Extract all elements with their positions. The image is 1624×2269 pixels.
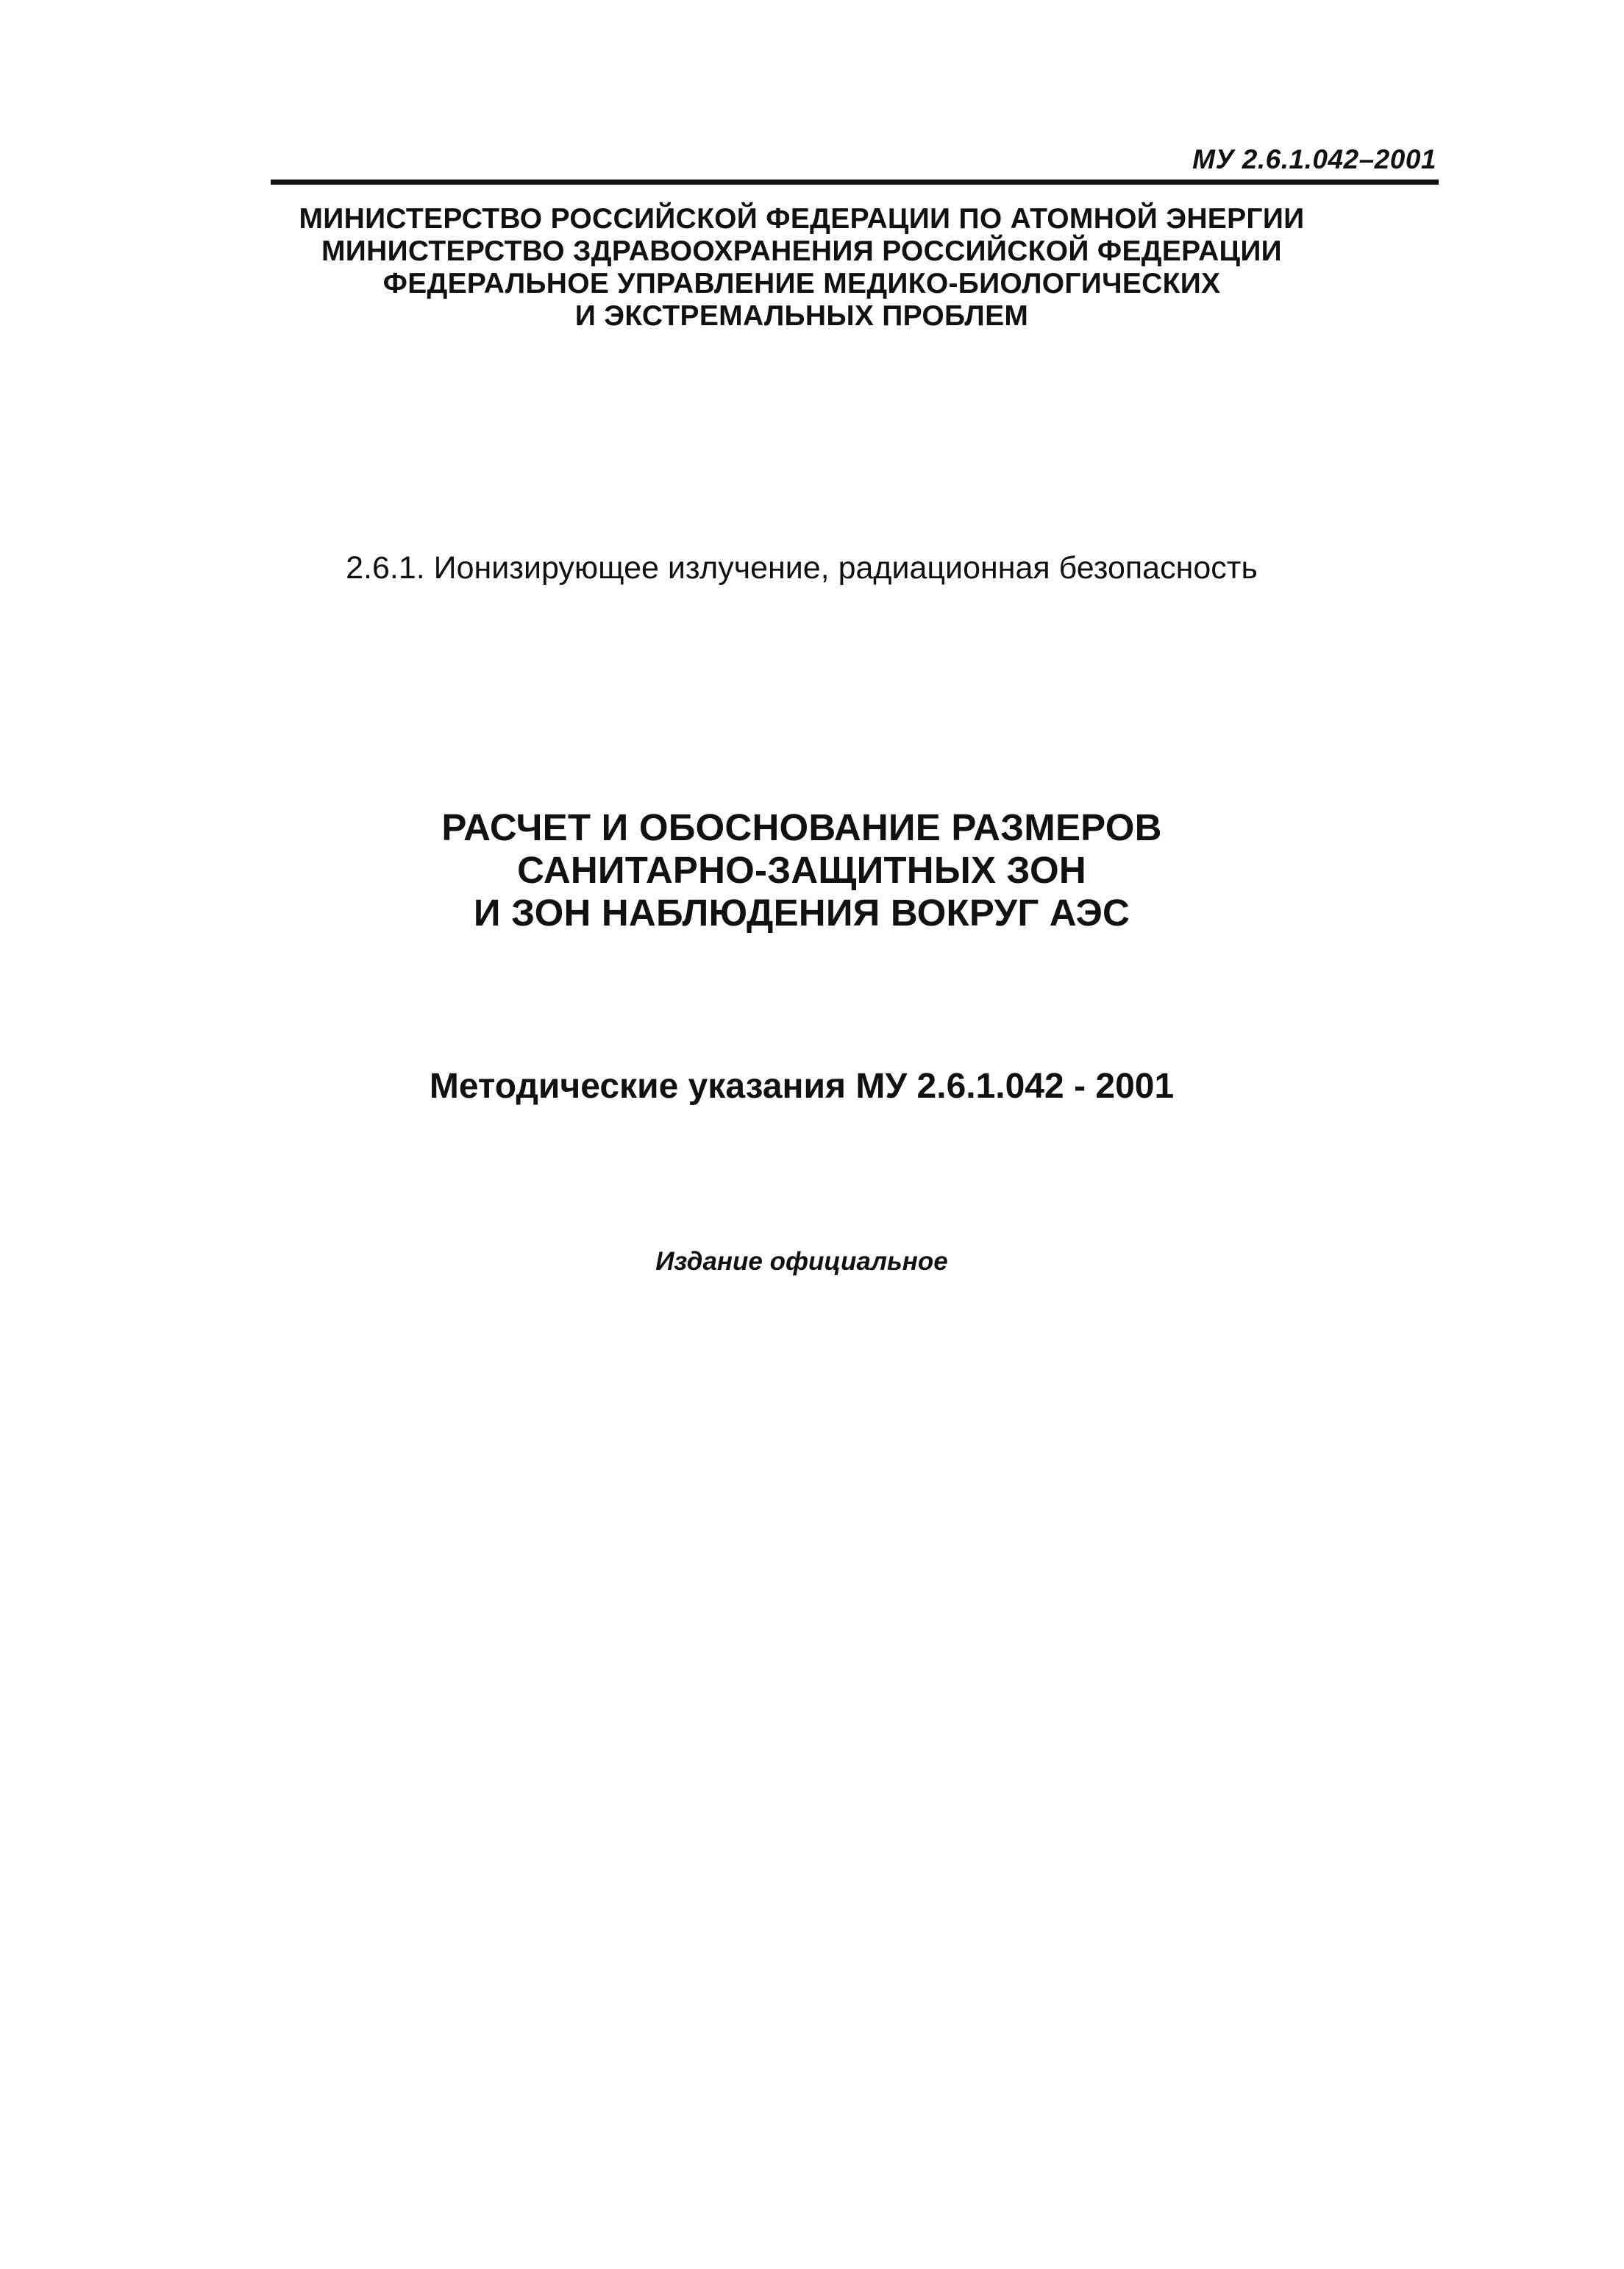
title-line: И ЗОН НАБЛЮДЕНИЯ ВОКРУГ АЭС (473, 892, 1130, 934)
document-code: МУ 2.6.1.042–2001 (1192, 144, 1436, 174)
issuing-authorities (221, 203, 1383, 333)
header-rule (271, 180, 1439, 185)
authority-line: И ЭКСТРЕМАЛЬНЫХ ПРОБЛЕМ (574, 300, 1029, 332)
authority-line: МИНИСТЕРСТВО ЗДРАВООХРАНЕНИЯ РОССИЙСКОЙ ФЕДЕРАЦИИ (321, 235, 1282, 267)
title-line: РАСЧЕТ И ОБОСНОВАНИЕ РАЗМЕРОВ (441, 806, 1162, 848)
authority-line: ФЕДЕРАЛЬНОЕ УПРАВЛЕНИЕ МЕДИКО-БИОЛОГИЧЕСКИХ (382, 268, 1221, 299)
title-line: САНИТАРНО-ЗАЩИТНЫХ ЗОН (517, 849, 1086, 891)
section-heading: 2.6.1. Ионизирующее излучение, радиационная безопасность (346, 550, 1258, 586)
authority-line: МИНИСТЕРСТВО РОССИЙСКОЙ ФЕДЕРАЦИИ ПО АТОМНОЙ ЭНЕРГИИ (299, 203, 1305, 235)
guidelines-designation: Методические указания МУ 2.6.1.042 - 2001 (429, 1067, 1175, 1106)
edition-note: Издание официальное (655, 1247, 948, 1276)
document-title (221, 806, 1383, 934)
